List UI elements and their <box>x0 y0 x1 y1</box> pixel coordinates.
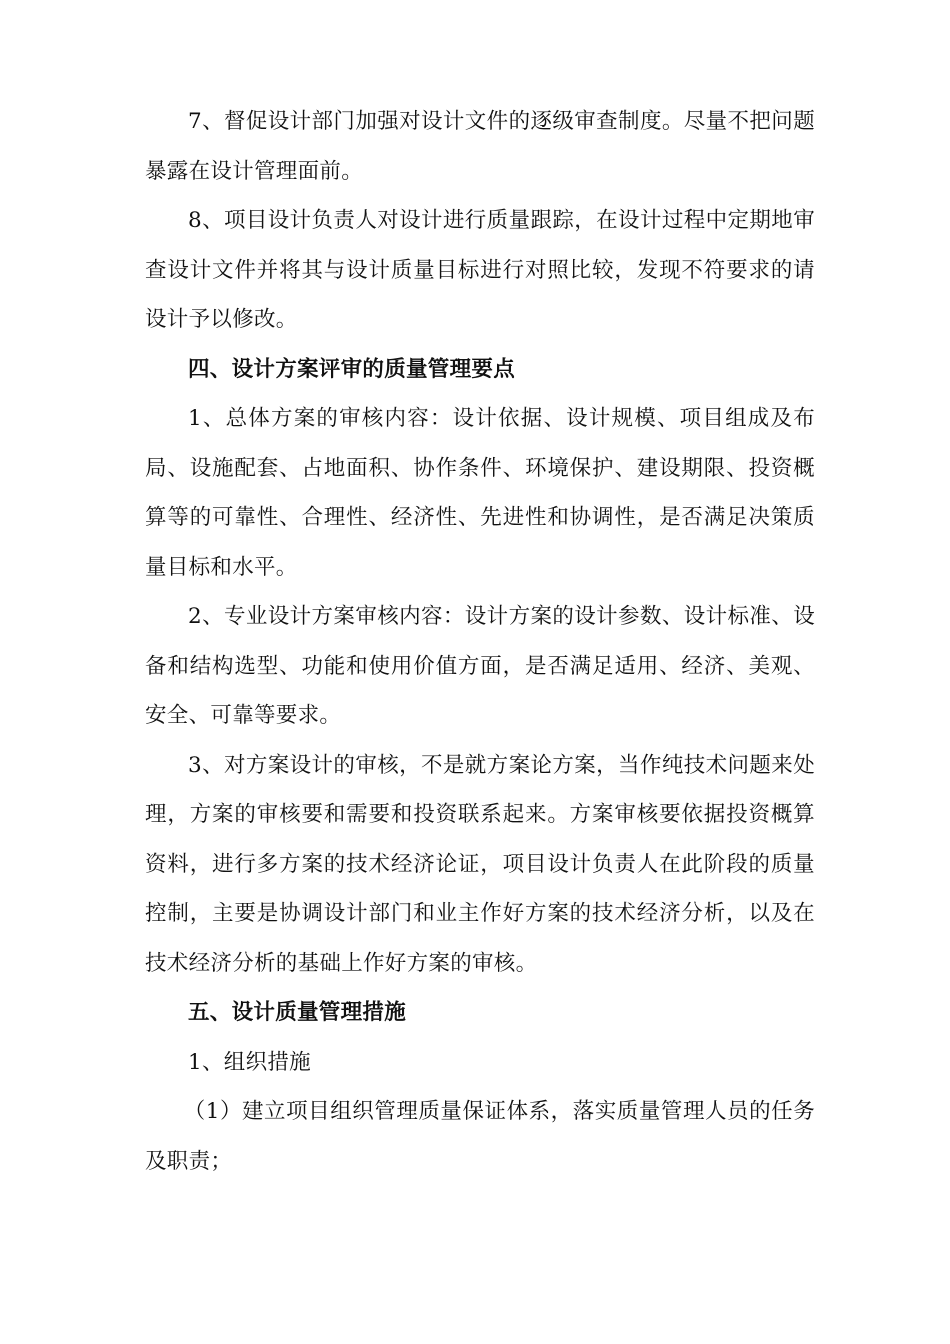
paragraph-item-8: 8、项目设计负责人对设计进行质量跟踪，在设计过程中定期地审查设计文件并将其与设计质量目标进行对照比较，发现不符要求的请设计予以修改。 <box>145 208 815 332</box>
paragraph-quality-assurance-system: （1）建立项目组织管理质量保证体系，落实质量管理人员的任务及职责； <box>145 1099 815 1174</box>
document-page <box>145 97 815 1186</box>
paragraph-scheme-design-review: 3、对方案设计的审核，不是就方案论方案，当作纯技术问题来处理，方案的审核要和需要和投资联系起来。方案审核要依据投资概算资料，进行多方案的技术经济论证，项目设计负责人在此阶段的质量控制，主要是协调设计部门和业主作好方案的技术经济分析，以及在技术经济分析的基础上作好方案的审核。 <box>145 752 815 976</box>
section-heading-4: 四、设计方案评审的质量管理要点 <box>188 356 516 382</box>
paragraph-overall-scheme-review: 1、总体方案的审核内容：设计依据、设计规模、项目组成及布局、设施配套、占地面积、协作条件、环境保护、建设期限、投资概算等的可靠性、合理性、经济性、先进性和协调性，是否满足决策质量目标和水平。 <box>145 406 815 580</box>
paragraph-organization-measures: 1、组织措施 <box>188 1049 311 1075</box>
paragraph-professional-scheme-review: 2、专业设计方案审核内容：设计方案的设计参数、设计标准、设备和结构选型、功能和使用价值方面，是否满足适用、经济、美观、安全、可靠等要求。 <box>145 604 815 728</box>
paragraph-item-7: 7、督促设计部门加强对设计文件的逐级审查制度。尽量不把问题暴露在设计管理面前。 <box>145 109 815 184</box>
section-heading-5: 五、设计质量管理措施 <box>188 1000 407 1025</box>
